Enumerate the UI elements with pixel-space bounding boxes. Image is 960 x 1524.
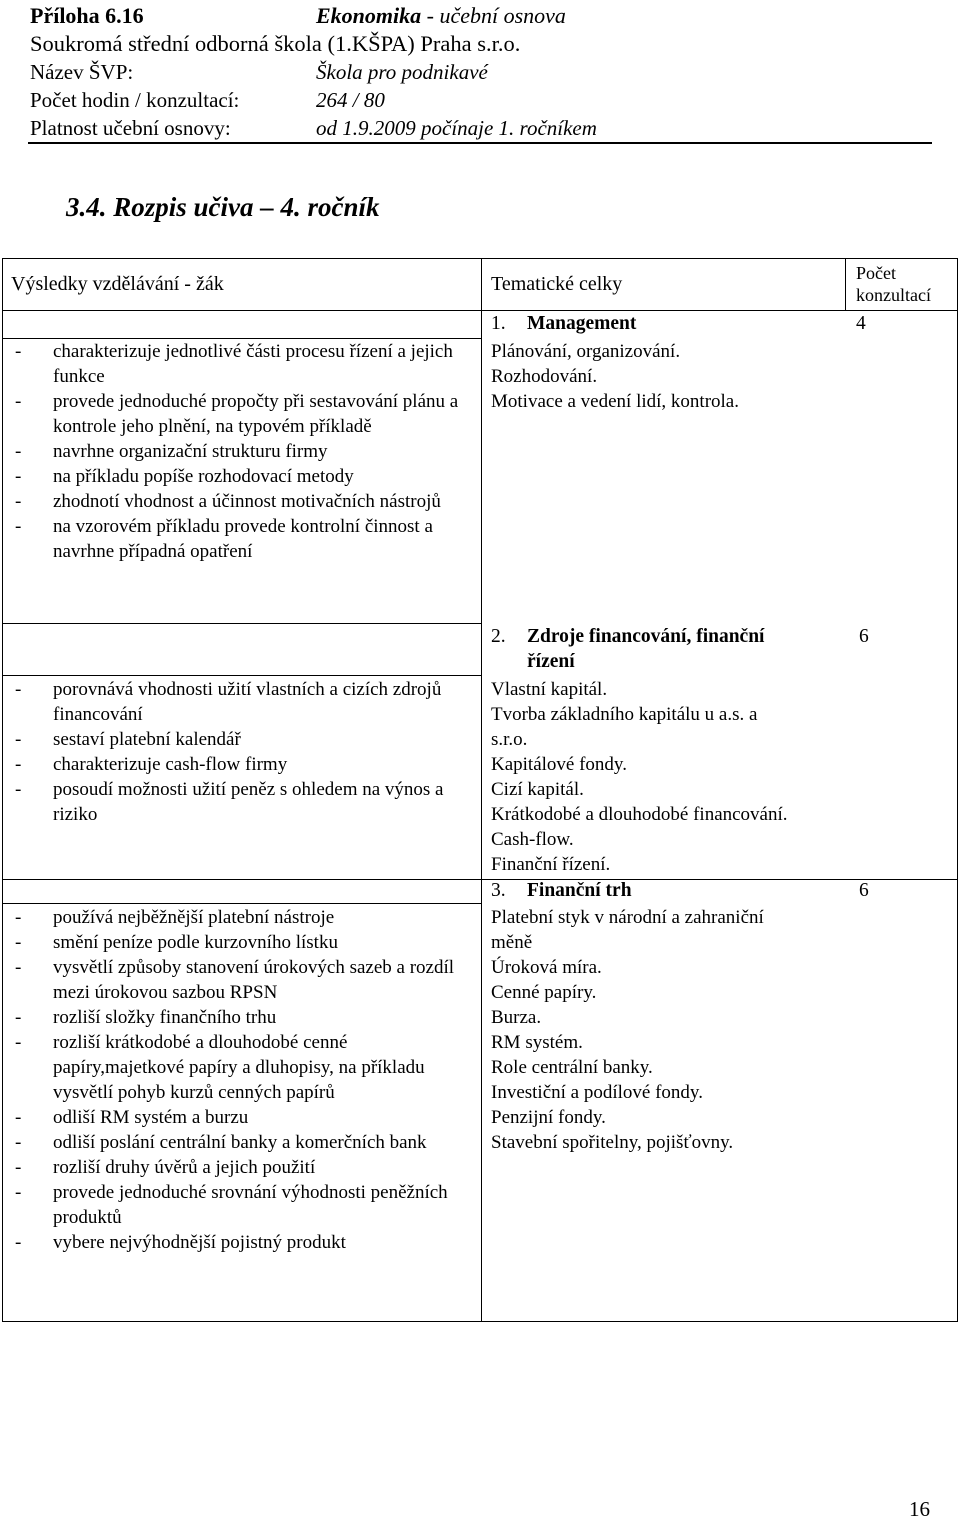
topic-item: měně <box>491 932 533 953</box>
topic-item: Role centrální banky. <box>491 1057 653 1078</box>
topic-item: Penzijní fondy. <box>491 1107 606 1128</box>
outcome-item: - smění peníze podle kurzovního lístku <box>15 932 338 953</box>
outcome-item: - vybere nejvýhodnější pojistný produkt <box>15 1232 346 1253</box>
document-header <box>30 2 932 142</box>
subject-name: Ekonomika <box>316 3 422 28</box>
outcome-item: - zhodnotí vhodnost a účinnost motivačních nástrojů <box>15 491 441 512</box>
outcome-item: - rozliší druhy úvěrů a jejich použití <box>15 1157 316 1178</box>
unit-topics <box>491 677 788 877</box>
svp-value: Škola pro podnikavé <box>316 60 488 84</box>
topic-item: Tvorba základního kapitálu u a.s. a <box>491 704 758 725</box>
unit-hours: 6 <box>859 880 869 901</box>
unit-hours: 4 <box>856 313 866 334</box>
page-number: 16 <box>909 1497 930 1521</box>
validity-label: Platnost učební osnovy: <box>30 116 231 140</box>
topic-item: Cash-flow. <box>491 829 574 850</box>
topic-item: Cizí kapitál. <box>491 779 584 800</box>
header-row-svp <box>30 58 932 86</box>
unit-name: Finanční trh <box>527 880 632 901</box>
unit-name-line1: Zdroje financování, finanční <box>527 626 765 647</box>
header-hours-line1: Počet <box>856 263 896 283</box>
topic-item: Motivace a vedení lidí, kontrola. <box>491 391 739 412</box>
topic-item: Rozhodování. <box>491 366 598 387</box>
header-row-validity <box>30 114 932 142</box>
outcome-item: - navrhne organizační strukturu firmy <box>15 441 328 462</box>
unit-number: 1. <box>491 313 506 334</box>
outcome-item: - charakterizuje jednotlivé části procesu řízení a jejich funkce <box>15 341 453 387</box>
subject-suffix: - učební osnova <box>421 3 566 28</box>
unit1-bottom-line <box>3 623 481 624</box>
unit-outcomes <box>7 905 469 1255</box>
topic-item: Kapitálové fondy. <box>491 754 627 775</box>
outcome-item: - rozliší krátkodobé a dlouhodobé cenné papíry,majetkové papíry a dluhopisy, na příkladu vysvětlí pohyb kurzů cenných papírů <box>15 1032 425 1103</box>
unit-number: 3. <box>491 880 506 901</box>
attachment-label: Příloha 6.16 <box>30 3 144 28</box>
school-name: Soukromá střední odborná škola (1.KŠPA) Praha s.r.o. <box>30 31 521 56</box>
unit2-bottom-line <box>3 879 957 880</box>
topic-item: Burza. <box>491 1007 542 1028</box>
header-divider <box>28 142 932 144</box>
outcome-item: - na vzorovém příkladu provede kontrolní činnost a navrhne případná opatření <box>15 516 433 562</box>
hours-value: 264 / 80 <box>316 88 385 112</box>
outcome-item: - používá nejběžnější platební nástroje <box>15 907 335 928</box>
unit-name: Management <box>527 313 637 334</box>
curriculum-table <box>2 258 958 1322</box>
outcome-item: - odliší poslání centrální banky a komerčních bank <box>15 1132 427 1153</box>
header-row-hours <box>30 86 932 114</box>
outcome-item: - provede jednoduché propočty při sestavování plánu a kontrole jeho plnění, na typovém příkladě <box>15 391 459 437</box>
topic-item: Úroková míra. <box>491 957 602 978</box>
topic-item: Krátkodobé a dlouhodobé financování. <box>491 804 788 825</box>
unit-number: 2. <box>491 626 506 647</box>
topic-item: Platební styk v národní a zahraniční <box>491 907 764 928</box>
header-outcomes: Výsledky vzdělávání - žák <box>11 273 224 295</box>
unit-topics <box>491 339 739 414</box>
header-title-row <box>30 2 932 30</box>
outcome-item: - provede jednoduché srovnání výhodnosti peněžních produktů <box>15 1182 448 1228</box>
unit-topics <box>491 905 764 1155</box>
header-row-divider-left <box>3 310 481 311</box>
unit-hours: 6 <box>859 626 869 647</box>
outcome-item: - porovnává vhodnosti užití vlastních a cizích zdrojů financování <box>15 679 442 725</box>
topic-item: Finanční řízení. <box>491 854 611 875</box>
validity-value: od 1.9.2009 počínaje 1. ročníkem <box>316 116 597 140</box>
unit-name-line2: řízení <box>527 651 575 672</box>
topic-item: Cenné papíry. <box>491 982 597 1003</box>
unit-title <box>491 624 851 674</box>
topic-item: Investiční a podílové fondy. <box>491 1082 703 1103</box>
outcome-item: - odliší RM systém a burzu <box>15 1107 249 1128</box>
subject-title <box>316 2 566 30</box>
svp-label: Název ŠVP: <box>30 60 134 84</box>
outcome-item: - na příkladu popíše rozhodovací metody <box>15 466 354 487</box>
topic-item: Plánování, organizování. <box>491 341 681 362</box>
outcome-item: - sestaví platební kalendář <box>15 729 241 750</box>
hours-label: Počet hodin / konzultací: <box>30 88 240 112</box>
unit3-top-line <box>3 903 481 904</box>
outcome-item: - rozliší složky finančního trhu <box>15 1007 277 1028</box>
topic-item: Vlastní kapitál. <box>491 679 608 700</box>
outcome-item: - vysvětlí způsoby stanovení úrokových sazeb a rozdíl mezi úrokovou sazbou RPSN <box>15 957 455 1003</box>
column-divider-outcomes <box>481 259 482 1321</box>
header-hours-line2: konzultací <box>856 285 931 305</box>
unit2-top-line <box>3 675 481 676</box>
column-divider-hours <box>845 259 846 311</box>
topic-item: Stavební spořitelny, pojišťovny. <box>491 1132 734 1153</box>
unit-outcomes <box>7 339 469 564</box>
topic-item: RM systém. <box>491 1032 583 1053</box>
outcome-item: - charakterizuje cash-flow firmy <box>15 754 288 775</box>
header-topics: Tematické celky <box>491 273 623 295</box>
topic-item: s.r.o. <box>491 729 528 750</box>
section-heading: 3.4. Rozpis učiva – 4. ročník <box>66 192 380 222</box>
outcome-item: - posoudí možnosti užití peněz s ohledem na výnos a riziko <box>15 779 444 825</box>
unit-outcomes <box>7 677 469 827</box>
